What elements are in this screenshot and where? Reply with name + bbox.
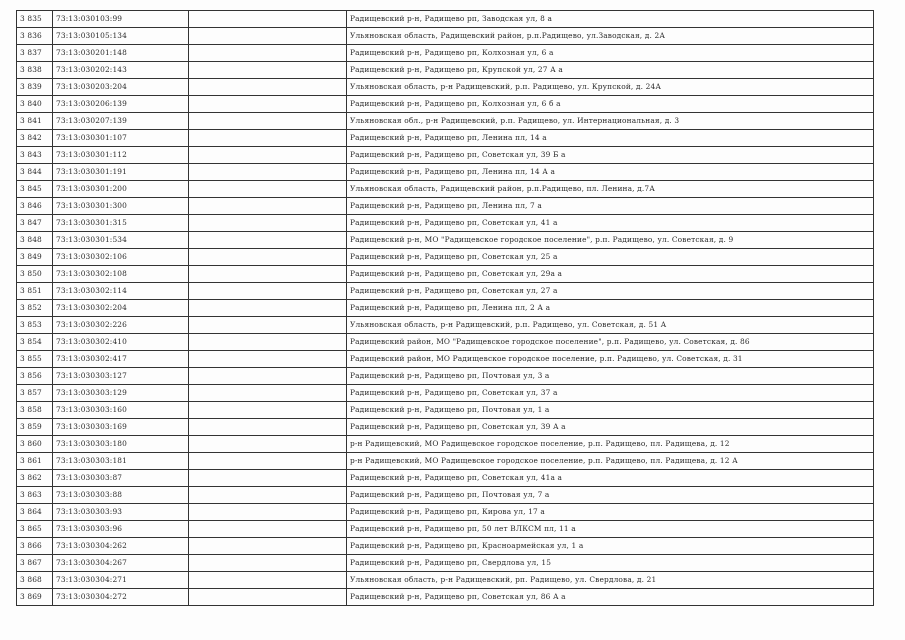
empty-cell: [189, 402, 347, 419]
address: Ульяновская область, р-н Радищевский, рп. Радищево, ул. Свердлова, д. 21: [347, 572, 874, 589]
row-number: 3 865: [17, 521, 53, 538]
table-row: [17, 436, 874, 453]
empty-cell: [189, 470, 347, 487]
address: Радищевский р-н, Радищево рп, Почтовая ул, 7 а: [347, 487, 874, 504]
empty-cell: [189, 62, 347, 79]
table-row: [17, 419, 874, 436]
empty-cell: [189, 45, 347, 62]
empty-cell: [189, 198, 347, 215]
table-row: [17, 470, 874, 487]
row-number: 3 854: [17, 334, 53, 351]
cadastral-number: 73:13:030302:417: [53, 351, 189, 368]
cadastral-number: 73:13:030301:112: [53, 147, 189, 164]
table-row: [17, 232, 874, 249]
address: Радищевский р-н, Радищево рп, Ленина пл, 14 А а: [347, 164, 874, 181]
cadastral-number: 73:13:030206:139: [53, 96, 189, 113]
cadastral-number: 73:13:030303:88: [53, 487, 189, 504]
row-number: 3 853: [17, 317, 53, 334]
address: Радищевский р-н, Радищево рп, Ленина пл, 2 А а: [347, 300, 874, 317]
cadastral-number: 73:13:030303:169: [53, 419, 189, 436]
address: р-н Радищевский, МО Радищевское городское поселение, р.п. Радищево, пл. Радищева, д. 12 А: [347, 453, 874, 470]
address: Ульяновская область, р-н Радищевский, р.п. Радищево, ул. Крупской, д. 24А: [347, 79, 874, 96]
cadastral-number: 73:13:030201:148: [53, 45, 189, 62]
address: Радищевский р-н, Радищево рп, Колхозная ул, 6 а: [347, 45, 874, 62]
table-row: [17, 96, 874, 113]
row-number: 3 842: [17, 130, 53, 147]
cadastral-number: 73:13:030303:93: [53, 504, 189, 521]
empty-cell: [189, 249, 347, 266]
cadastral-number: 73:13:030304:267: [53, 555, 189, 572]
row-number: 3 836: [17, 28, 53, 45]
address: Радищевский р-н, Радищево рп, Советская ул, 29а а: [347, 266, 874, 283]
cadastral-number: 73:13:030303:96: [53, 521, 189, 538]
cadastral-number: 73:13:030301:200: [53, 181, 189, 198]
empty-cell: [189, 453, 347, 470]
empty-cell: [189, 283, 347, 300]
register-table: [16, 10, 874, 606]
empty-cell: [189, 572, 347, 589]
address: Ульяновская обл., р-н Радищевский, р.п. Радищево, ул. Интернациональная, д. 3: [347, 113, 874, 130]
table-row: [17, 28, 874, 45]
cadastral-number: 73:13:030202:143: [53, 62, 189, 79]
row-number: 3 867: [17, 555, 53, 572]
empty-cell: [189, 164, 347, 181]
cadastral-number: 73:13:030302:114: [53, 283, 189, 300]
address: Радищевский р-н, Радищево рп, Почтовая ул, 3 а: [347, 368, 874, 385]
register-table-body: [17, 11, 874, 606]
table-row: [17, 283, 874, 300]
cadastral-number: 73:13:030203:204: [53, 79, 189, 96]
empty-cell: [189, 300, 347, 317]
address: Ульяновская область, р-н Радищевский, р.п. Радищево, ул. Советская, д. 51 А: [347, 317, 874, 334]
address: Радищевский район, МО "Радищевское городское поселение", р.п. Радищево, ул. Советская, д. 86: [347, 334, 874, 351]
empty-cell: [189, 368, 347, 385]
empty-cell: [189, 147, 347, 164]
table-row: [17, 164, 874, 181]
row-number: 3 858: [17, 402, 53, 419]
row-number: 3 848: [17, 232, 53, 249]
cadastral-number: 73:13:030301:300: [53, 198, 189, 215]
address: Радищевский район, МО Радищевское городское поселение, р.п. Радищево, ул. Советская, д. 31: [347, 351, 874, 368]
address: Радищевский р-н, Радищево рп, Красноармейская ул, 1 а: [347, 538, 874, 555]
cadastral-number: 73:13:030105:134: [53, 28, 189, 45]
address: Радищевский р-н, Радищево рп, Советская ул, 27 а: [347, 283, 874, 300]
row-number: 3 843: [17, 147, 53, 164]
cadastral-number: 73:13:030304:272: [53, 589, 189, 606]
address: Радищевский р-н, Радищево рп, Свердлова ул, 15: [347, 555, 874, 572]
empty-cell: [189, 11, 347, 28]
row-number: 3 846: [17, 198, 53, 215]
empty-cell: [189, 538, 347, 555]
row-number: 3 863: [17, 487, 53, 504]
table-row: [17, 62, 874, 79]
empty-cell: [189, 266, 347, 283]
cadastral-number: 73:13:030302:410: [53, 334, 189, 351]
empty-cell: [189, 334, 347, 351]
cadastral-number: 73:13:030303:129: [53, 385, 189, 402]
cadastral-number: 73:13:030303:181: [53, 453, 189, 470]
address: Радищевский р-н, Радищево рп, Советская ул, 25 а: [347, 249, 874, 266]
address: Ульяновская область, Радищевский район, р.п.Радищево, пл. Ленина, д.7А: [347, 181, 874, 198]
cadastral-number: 73:13:030304:271: [53, 572, 189, 589]
cadastral-number: 73:13:030301:315: [53, 215, 189, 232]
table-row: [17, 317, 874, 334]
empty-cell: [189, 130, 347, 147]
row-number: 3 850: [17, 266, 53, 283]
cadastral-number: 73:13:030103:99: [53, 11, 189, 28]
table-row: [17, 266, 874, 283]
row-number: 3 856: [17, 368, 53, 385]
empty-cell: [189, 385, 347, 402]
table-row: [17, 130, 874, 147]
address: Радищевский р-н, Радищево рп, Крупской ул, 27 А а: [347, 62, 874, 79]
cadastral-number: 73:13:030301:534: [53, 232, 189, 249]
row-number: 3 841: [17, 113, 53, 130]
row-number: 3 849: [17, 249, 53, 266]
row-number: 3 862: [17, 470, 53, 487]
table-row: [17, 113, 874, 130]
table-row: [17, 487, 874, 504]
row-number: 3 855: [17, 351, 53, 368]
table-row: [17, 368, 874, 385]
address: Радищевский р-н, Радищево рп, Советская ул, 39 А а: [347, 419, 874, 436]
empty-cell: [189, 436, 347, 453]
table-row: [17, 181, 874, 198]
table-row: [17, 504, 874, 521]
empty-cell: [189, 232, 347, 249]
row-number: 3 845: [17, 181, 53, 198]
empty-cell: [189, 113, 347, 130]
cadastral-number: 73:13:030301:191: [53, 164, 189, 181]
address: Радищевский р-н, Радищево рп, Советская ул, 39 Б а: [347, 147, 874, 164]
table-row: [17, 572, 874, 589]
address: Радищевский р-н, Радищево рп, Заводская ул, 8 а: [347, 11, 874, 28]
row-number: 3 869: [17, 589, 53, 606]
row-number: 3 866: [17, 538, 53, 555]
row-number: 3 851: [17, 283, 53, 300]
empty-cell: [189, 317, 347, 334]
table-row: [17, 589, 874, 606]
address: Радищевский р-н, Радищево рп, Кирова ул, 17 а: [347, 504, 874, 521]
address: р-н Радищевский, МО Радищевское городское поселение, р.п. Радищево, пл. Радищева, д. 12: [347, 436, 874, 453]
address: Радищевский р-н, Радищево рп, Почтовая ул, 1 а: [347, 402, 874, 419]
address: Ульяновская область, Радищевский район, р.п.Радищево, ул.Заводская, д. 2А: [347, 28, 874, 45]
address: Радищевский р-н, Радищево рп, Колхозная ул, 6 б а: [347, 96, 874, 113]
table-row: [17, 198, 874, 215]
address: Радищевский р-н, Радищево рп, Ленина пл, 14 а: [347, 130, 874, 147]
table-row: [17, 11, 874, 28]
row-number: 3 864: [17, 504, 53, 521]
empty-cell: [189, 555, 347, 572]
table-row: [17, 249, 874, 266]
row-number: 3 847: [17, 215, 53, 232]
row-number: 3 840: [17, 96, 53, 113]
table-row: [17, 538, 874, 555]
row-number: 3 857: [17, 385, 53, 402]
row-number: 3 868: [17, 572, 53, 589]
cadastral-number: 73:13:030207:139: [53, 113, 189, 130]
empty-cell: [189, 504, 347, 521]
table-row: [17, 300, 874, 317]
row-number: 3 852: [17, 300, 53, 317]
cadastral-number: 73:13:030302:226: [53, 317, 189, 334]
empty-cell: [189, 589, 347, 606]
row-number: 3 837: [17, 45, 53, 62]
address: Радищевский р-н, Радищево рп, Советская ул, 86 А а: [347, 589, 874, 606]
empty-cell: [189, 96, 347, 113]
table-row: [17, 521, 874, 538]
table-row: [17, 351, 874, 368]
table-row: [17, 147, 874, 164]
row-number: 3 861: [17, 453, 53, 470]
cadastral-number: 73:13:030303:180: [53, 436, 189, 453]
address: Радищевский р-н, Радищево рп, Ленина пл, 7 а: [347, 198, 874, 215]
row-number: 3 860: [17, 436, 53, 453]
row-number: 3 839: [17, 79, 53, 96]
empty-cell: [189, 521, 347, 538]
table-row: [17, 453, 874, 470]
cadastral-number: 73:13:030302:108: [53, 266, 189, 283]
empty-cell: [189, 28, 347, 45]
address: Радищевский р-н, Радищево рп, Советская ул, 41 а: [347, 215, 874, 232]
empty-cell: [189, 487, 347, 504]
address: Радищевский р-н, Радищево рп, Советская ул, 37 а: [347, 385, 874, 402]
cadastral-number: 73:13:030303:87: [53, 470, 189, 487]
address: Радищевский р-н, Радищево рп, 50 лет ВЛКСМ пл, 11 а: [347, 521, 874, 538]
table-row: [17, 555, 874, 572]
row-number: 3 838: [17, 62, 53, 79]
row-number: 3 835: [17, 11, 53, 28]
table-row: [17, 385, 874, 402]
table-row: [17, 45, 874, 62]
cadastral-number: 73:13:030303:160: [53, 402, 189, 419]
table-row: [17, 334, 874, 351]
cadastral-number: 73:13:030302:204: [53, 300, 189, 317]
empty-cell: [189, 351, 347, 368]
cadastral-number: 73:13:030303:127: [53, 368, 189, 385]
empty-cell: [189, 181, 347, 198]
cadastral-number: 73:13:030304:262: [53, 538, 189, 555]
table-row: [17, 215, 874, 232]
row-number: 3 844: [17, 164, 53, 181]
empty-cell: [189, 419, 347, 436]
table-row: [17, 79, 874, 96]
cadastral-number: 73:13:030301:107: [53, 130, 189, 147]
empty-cell: [189, 79, 347, 96]
address: Радищевский р-н, МО "Радищевское городское поселение", р.п. Радищево, ул. Советская, д. 9: [347, 232, 874, 249]
row-number: 3 859: [17, 419, 53, 436]
address: Радищевский р-н, Радищево рп, Советская ул, 41а а: [347, 470, 874, 487]
table-row: [17, 402, 874, 419]
empty-cell: [189, 215, 347, 232]
cadastral-number: 73:13:030302:106: [53, 249, 189, 266]
